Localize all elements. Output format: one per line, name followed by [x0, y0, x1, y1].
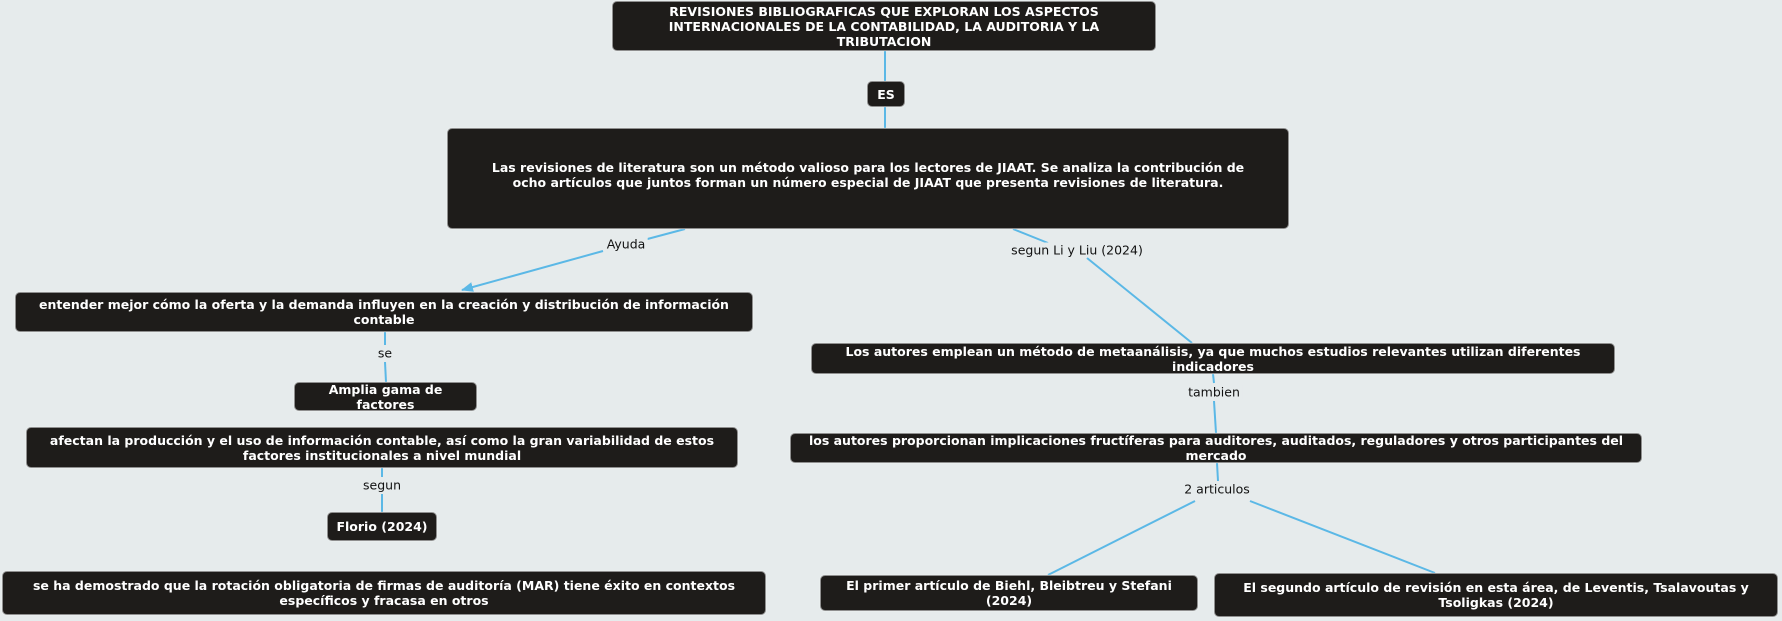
link-label-ayuda: Ayuda [606, 236, 646, 252]
es-node[interactable]: ES [867, 81, 905, 107]
rotacion-node[interactable]: se ha demostrado que la rotación obligatoria de firmas de auditoría (MAR) tiene éxito en contextos específicos y fracasa en otros [2, 571, 766, 615]
primer-articulo-node[interactable]: El primer artículo de Biehl, Bleibtreu y Stefani (2024) [820, 575, 1198, 611]
connector-se-amplia [385, 362, 386, 382]
connector-implicaciones-2art [1217, 463, 1218, 481]
connector-ayuda-entender [462, 251, 603, 290]
link-label-segun: segun [363, 477, 401, 493]
implicaciones-node[interactable]: los autores proporcionan implicaciones fructíferas para auditores, auditados, reguladores y otros participantes del mercado [790, 433, 1642, 463]
entender-node[interactable]: entender mejor cómo la oferta y la demanda influyen en la creación y distribución de información contable [15, 292, 753, 332]
amplia-node[interactable]: Amplia gama de factores [294, 382, 477, 411]
metaanalisis-node[interactable]: Los autores emplean un método de metaanálisis, ya que muchos estudios relevantes utilizan diferentes indicadores [811, 343, 1615, 374]
segundo-articulo-node[interactable]: El segundo artículo de revisión en esta área, de Leventis, Tsalavoutas y Tsoligkas (2024) [1214, 573, 1778, 617]
connector-2art-segundo [1250, 501, 1435, 573]
connector-summary-segun-li-liu [1013, 229, 1048, 243]
link-label-tambien: tambien [1188, 384, 1240, 400]
connector-meta-tambien [1213, 374, 1214, 383]
root-title-node[interactable]: REVISIONES BIBLIOGRAFICAS QUE EXPLORAN LOS ASPECTOS INTERNACIONALES DE LA CONTABILIDAD, LA AUDITORIA Y LA TRIBUTACION [612, 1, 1156, 51]
afectan-node[interactable]: afectan la producción y el uso de información contable, así como la gran variabilidad de estos factores institucionales a nivel mundial [26, 427, 738, 468]
link-label-2-articulos: 2 articulos [1184, 481, 1250, 497]
link-label-segun-li-liu: segun Li y Liu (2024) [1011, 242, 1143, 258]
link-label-se: se [377, 345, 393, 361]
florio-node[interactable]: Florio (2024) [327, 512, 437, 541]
connector-2art-primer [1048, 501, 1195, 575]
summary-node[interactable]: Las revisiones de literatura son un método valioso para los lectores de JIAAT. Se analiza la contribución de ocho artículos que juntos forman un número especial de JIAAT que presenta revisiones de literatura. [447, 128, 1289, 229]
connector-segun-li-liu-meta [1087, 258, 1192, 343]
connector-tambien-implicaciones [1214, 401, 1216, 433]
